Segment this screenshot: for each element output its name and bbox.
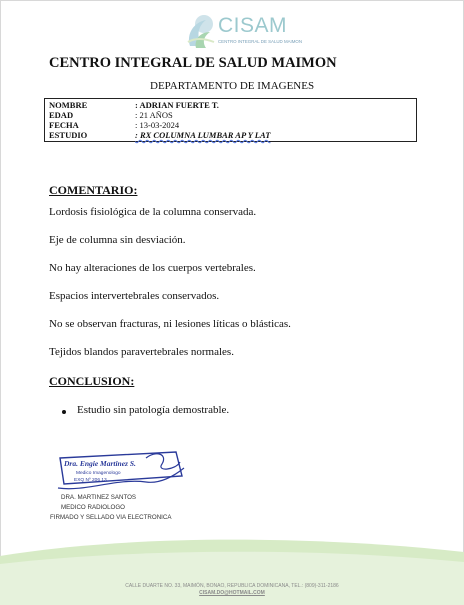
department-label: DEPARTAMENTO DE IMAGENES (150, 80, 315, 92)
footer-email-link[interactable]: CISAM.DO@HOTMAIL.COM (199, 590, 265, 596)
info-label: NOMBRE (49, 100, 88, 110)
info-label: ESTUDIO (49, 130, 88, 140)
footer-address: CALLE DUARTE NO. 33, MAIMÓN, BONAO, REPUBLICA DOMINICANA, TEL.: (809)-311-2186 (125, 583, 339, 589)
conclusion-item: Estudio sin patología demostrable. (77, 404, 230, 416)
comment-line: No hay alteraciones de los cuerpos vertebrales. (49, 262, 256, 274)
study-type-value: : RX COLUMNA LUMBAR AP Y LAT (135, 130, 271, 140)
doctor-name: DRA. MARTINEZ SANTOS (61, 494, 137, 501)
conclusion-heading: CONCLUSION: (49, 374, 135, 388)
logo-brand: CISAM (218, 14, 288, 37)
stamp-id: EXQ Nº 206 13 (74, 478, 107, 483)
comment-line: Tejidos blandos paravertebrales normales. (49, 346, 234, 358)
patient-info-box (44, 98, 417, 142)
comment-line: Eje de columna sin desviación. (49, 234, 186, 246)
bullet-icon (62, 410, 66, 414)
comment-heading: COMENTARIO: (49, 183, 138, 197)
patient-name-value: : ADRIAN FUERTE T. (135, 100, 219, 110)
page-title: CENTRO INTEGRAL DE SALUD MAIMON (49, 55, 337, 71)
stamp-title: Medico Imagenologo (76, 471, 121, 476)
stamp-name: Dra. Engie Martinez S. (64, 459, 136, 468)
doctor-title: MEDICO RADIOLOGO (61, 504, 125, 511)
logo-swirl-icon (184, 12, 218, 50)
info-label: FECHA (49, 120, 79, 130)
comment-line: No se observan fracturas, ni lesiones líticas o blásticas. (49, 318, 291, 330)
logo-tagline: CENTRO INTEGRAL DE SALUD MAIMON (218, 39, 303, 44)
signature-note: FIRMADO Y SELLADO VIA ELECTRONICA (50, 514, 172, 521)
cisam-logo (176, 10, 303, 54)
footer-email[interactable] (0, 590, 464, 596)
patient-age-value: : 21 AÑOS (135, 110, 173, 120)
signature-stamp (56, 448, 186, 496)
comment-line: Espacios intervertebrales conservados. (49, 290, 220, 302)
info-label: EDAD (49, 110, 74, 120)
study-date-value: : 13-03-2024 (135, 120, 180, 130)
comment-line: Lordosis fisiológica de la columna conservada. (49, 206, 257, 218)
